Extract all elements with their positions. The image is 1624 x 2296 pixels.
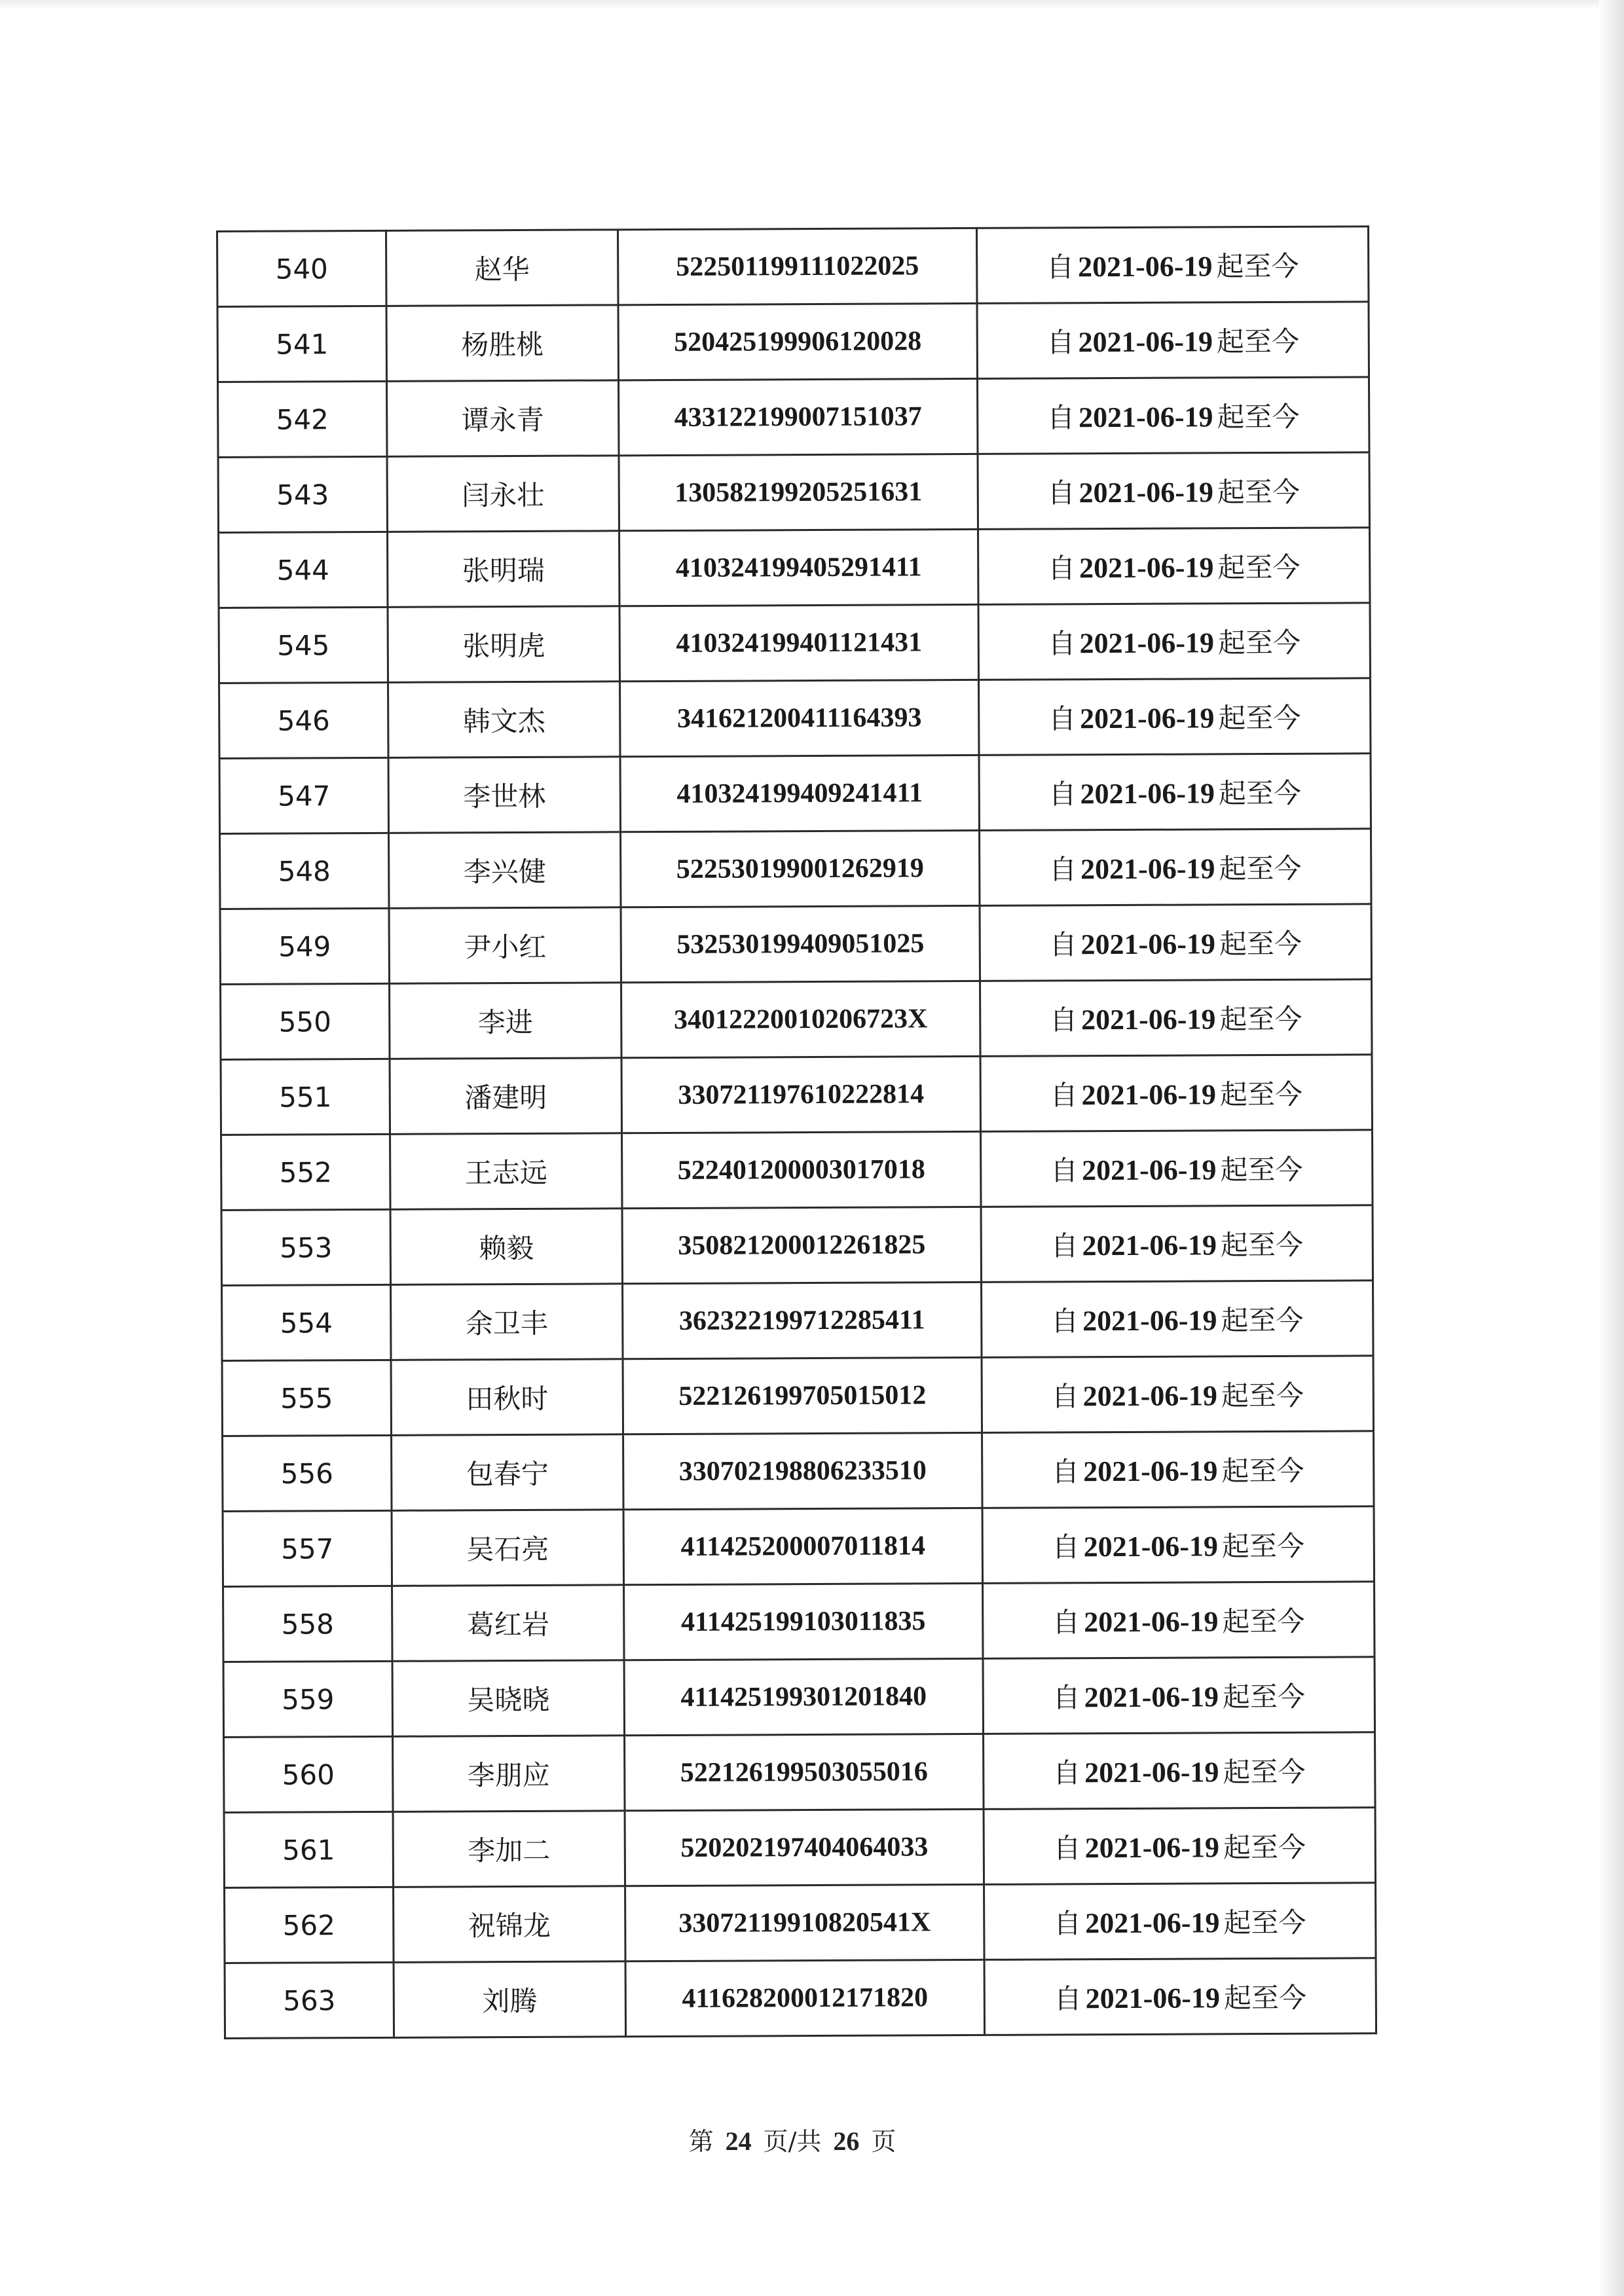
id-number: 34012220010206723X xyxy=(621,981,980,1057)
date-prefix: 自 xyxy=(1048,778,1077,811)
date-prefix: 自 xyxy=(1048,702,1077,735)
effective-date-cell xyxy=(984,1958,1376,2035)
table-row xyxy=(219,603,1370,683)
person-name: 葛红岩 xyxy=(392,1585,624,1662)
date-suffix: 起至今 xyxy=(1219,852,1302,885)
date-suffix: 起至今 xyxy=(1220,1228,1304,1262)
effective-date-cell xyxy=(980,904,1371,981)
effective-date-cell xyxy=(976,227,1368,304)
row-number: 550 xyxy=(221,983,390,1059)
date-suffix: 起至今 xyxy=(1217,626,1301,659)
effective-date: 2021-06-19 xyxy=(1081,1078,1217,1112)
person-name: 李兴健 xyxy=(389,832,621,909)
date-suffix: 起至今 xyxy=(1222,1680,1306,1713)
table-row xyxy=(221,979,1372,1060)
current-page-number: 24 xyxy=(725,2126,752,2156)
date-suffix: 起至今 xyxy=(1219,927,1302,960)
effective-date: 2021-06-19 xyxy=(1079,627,1215,660)
table-row xyxy=(223,1657,1375,1738)
footer-prefix: 第 xyxy=(688,2127,714,2156)
row-number: 547 xyxy=(219,757,388,833)
id-number: 130582199205251631 xyxy=(619,454,978,530)
id-number: 411425199301201840 xyxy=(624,1658,983,1735)
row-number: 557 xyxy=(223,1510,392,1586)
id-number: 410324199405291411 xyxy=(619,529,978,606)
person-name: 李进 xyxy=(390,983,621,1059)
table-row xyxy=(219,528,1370,608)
effective-date-cell xyxy=(982,1281,1373,1358)
date-suffix: 起至今 xyxy=(1221,1379,1304,1412)
table-row xyxy=(222,1356,1373,1436)
id-number: 410324199409241411 xyxy=(620,755,979,831)
effective-date: 2021-06-19 xyxy=(1082,1304,1217,1338)
date-prefix: 自 xyxy=(1048,627,1076,660)
table-row xyxy=(218,377,1369,458)
effective-date-cell xyxy=(980,979,1372,1057)
person-name: 谭永青 xyxy=(387,380,619,457)
id-number: 522530199001262919 xyxy=(621,830,980,907)
row-number: 546 xyxy=(219,682,388,758)
date-prefix: 自 xyxy=(1047,477,1075,509)
effective-date-cell xyxy=(980,829,1371,906)
date-suffix: 起至今 xyxy=(1223,1981,1307,2014)
effective-date-cell xyxy=(982,1431,1374,1508)
effective-date: 2021-06-19 xyxy=(1080,777,1215,811)
row-number: 548 xyxy=(220,833,389,909)
table-row xyxy=(221,1055,1372,1135)
date-prefix: 自 xyxy=(1051,1305,1079,1338)
effective-date-cell xyxy=(977,302,1369,379)
date-suffix: 起至今 xyxy=(1219,1078,1303,1111)
date-suffix: 起至今 xyxy=(1223,1755,1306,1789)
id-number: 411425200007011814 xyxy=(623,1508,982,1584)
effective-date: 2021-06-19 xyxy=(1084,1831,1220,1865)
date-prefix: 自 xyxy=(1050,1154,1079,1187)
table-row xyxy=(217,302,1369,382)
footer-middle: 页/共 xyxy=(763,2127,822,2156)
person-name: 王志远 xyxy=(390,1133,622,1210)
table-row xyxy=(223,1582,1375,1662)
person-name: 张明虎 xyxy=(388,606,619,683)
effective-date: 2021-06-19 xyxy=(1082,1154,1217,1187)
date-suffix: 起至今 xyxy=(1218,776,1302,810)
row-number: 555 xyxy=(222,1360,391,1436)
table-row xyxy=(220,904,1371,985)
date-prefix: 自 xyxy=(1052,1455,1080,1488)
person-name: 吴晓晓 xyxy=(392,1660,624,1737)
person-name: 潘建明 xyxy=(390,1058,621,1135)
row-number: 540 xyxy=(217,230,386,306)
table-row xyxy=(222,1281,1373,1361)
date-prefix: 自 xyxy=(1050,1230,1079,1262)
table-row xyxy=(224,1808,1375,1888)
effective-date: 2021-06-19 xyxy=(1084,1605,1219,1639)
row-number: 552 xyxy=(221,1134,390,1210)
table-row xyxy=(220,829,1371,909)
table-row xyxy=(223,1431,1374,1512)
date-suffix: 起至今 xyxy=(1221,1454,1304,1487)
id-number: 520202197404064033 xyxy=(625,1809,984,1886)
scan-top-shadow xyxy=(0,0,1624,9)
id-number: 350821200012261825 xyxy=(622,1207,981,1283)
date-suffix: 起至今 xyxy=(1219,1002,1302,1036)
date-suffix: 起至今 xyxy=(1217,400,1300,433)
person-name: 赵华 xyxy=(386,230,618,306)
effective-date: 2021-06-19 xyxy=(1078,325,1213,359)
date-prefix: 自 xyxy=(1046,401,1075,434)
table-row xyxy=(217,227,1369,307)
date-suffix: 起至今 xyxy=(1222,1605,1305,1638)
date-prefix: 自 xyxy=(1049,928,1077,961)
table-row xyxy=(225,1883,1376,1963)
table-row xyxy=(219,678,1371,759)
effective-date: 2021-06-19 xyxy=(1078,401,1213,434)
date-prefix: 自 xyxy=(1046,326,1075,359)
row-number: 554 xyxy=(222,1285,391,1360)
date-suffix: 起至今 xyxy=(1223,1831,1306,1864)
person-name: 祝锦龙 xyxy=(394,1886,625,1963)
effective-date-cell xyxy=(984,1883,1376,1960)
date-prefix: 自 xyxy=(1054,1907,1082,1940)
row-number: 553 xyxy=(221,1209,390,1285)
id-number: 520425199906120028 xyxy=(618,303,977,380)
table-row xyxy=(225,1958,1376,2039)
id-number: 532530199409051025 xyxy=(621,905,980,982)
person-name: 包春宁 xyxy=(392,1434,623,1511)
effective-date-cell xyxy=(981,1130,1373,1207)
row-number: 542 xyxy=(218,381,387,457)
id-number: 341621200411164393 xyxy=(620,680,979,756)
date-suffix: 起至今 xyxy=(1217,475,1301,509)
row-number: 551 xyxy=(221,1059,390,1135)
person-name: 杨胜桃 xyxy=(386,305,618,382)
row-number: 559 xyxy=(223,1661,392,1737)
effective-date-cell xyxy=(982,1506,1374,1584)
page-footer xyxy=(0,2121,1585,2157)
id-number: 522401200003017018 xyxy=(622,1131,981,1208)
table-row xyxy=(221,1205,1373,1286)
row-number: 544 xyxy=(219,532,388,608)
person-name: 张明瑞 xyxy=(388,531,619,608)
effective-date: 2021-06-19 xyxy=(1084,1681,1219,1714)
effective-date: 2021-06-19 xyxy=(1084,1756,1219,1789)
effective-date: 2021-06-19 xyxy=(1077,250,1213,283)
row-number: 541 xyxy=(217,306,386,382)
date-prefix: 自 xyxy=(1054,1982,1082,2015)
effective-date-cell xyxy=(984,1732,1375,1810)
id-number: 522501199111022025 xyxy=(618,228,977,304)
effective-date: 2021-06-19 xyxy=(1085,1982,1221,2015)
effective-date-cell xyxy=(983,1657,1375,1734)
effective-date-cell xyxy=(978,452,1369,530)
date-prefix: 自 xyxy=(1046,251,1075,283)
effective-date-cell xyxy=(978,603,1370,680)
table-row xyxy=(219,754,1371,834)
scan-right-shadow xyxy=(1599,0,1624,2296)
total-page-number: 26 xyxy=(833,2126,860,2156)
date-prefix: 自 xyxy=(1053,1757,1081,1789)
effective-date: 2021-06-19 xyxy=(1085,1906,1220,1940)
date-prefix: 自 xyxy=(1053,1832,1081,1865)
date-suffix: 起至今 xyxy=(1221,1303,1304,1337)
id-number: 410324199401121431 xyxy=(619,604,978,681)
date-suffix: 起至今 xyxy=(1218,701,1301,735)
date-prefix: 自 xyxy=(1047,552,1076,585)
effective-date: 2021-06-19 xyxy=(1082,1229,1217,1262)
date-prefix: 自 xyxy=(1051,1380,1079,1413)
effective-date-cell xyxy=(979,754,1371,831)
effective-date: 2021-06-19 xyxy=(1080,928,1216,961)
person-name: 尹小红 xyxy=(389,907,621,984)
person-name: 田秋时 xyxy=(391,1359,623,1436)
person-name: 余卫丰 xyxy=(391,1284,623,1360)
effective-date: 2021-06-19 xyxy=(1082,1379,1218,1413)
date-prefix: 自 xyxy=(1052,1606,1080,1639)
effective-date: 2021-06-19 xyxy=(1081,1003,1216,1036)
id-number: 33072119910820541X xyxy=(625,1884,984,1961)
effective-date-cell xyxy=(977,377,1369,454)
footer-suffix: 页 xyxy=(871,2127,896,2156)
id-number: 362322199712285411 xyxy=(623,1282,982,1358)
row-number: 558 xyxy=(223,1586,392,1662)
effective-date-cell xyxy=(978,528,1370,605)
person-name: 韩文杰 xyxy=(388,682,620,758)
row-number: 561 xyxy=(224,1812,393,1887)
id-number: 411628200012171820 xyxy=(625,1959,984,2036)
effective-date-cell xyxy=(981,1205,1373,1283)
effective-date: 2021-06-19 xyxy=(1080,852,1215,886)
date-suffix: 起至今 xyxy=(1216,325,1300,358)
table-row xyxy=(221,1130,1373,1211)
row-number: 545 xyxy=(219,607,388,683)
date-prefix: 自 xyxy=(1052,1531,1080,1563)
effective-date-cell xyxy=(979,678,1371,756)
date-suffix: 起至今 xyxy=(1217,551,1301,584)
row-number: 560 xyxy=(224,1736,393,1812)
id-number: 411425199103011835 xyxy=(624,1583,983,1660)
person-name: 刘腾 xyxy=(394,1961,625,2038)
effective-date-cell xyxy=(982,1356,1373,1433)
table-row xyxy=(224,1732,1375,1813)
person-name: 闫永壮 xyxy=(387,456,619,532)
id-number: 433122199007151037 xyxy=(619,378,978,455)
id-number: 522126199503055016 xyxy=(625,1734,984,1810)
row-number: 562 xyxy=(225,1887,394,1963)
effective-date-cell xyxy=(983,1582,1375,1659)
date-suffix: 起至今 xyxy=(1223,1906,1306,1939)
date-suffix: 起至今 xyxy=(1221,1529,1305,1563)
roster-table xyxy=(216,225,1377,2039)
person-name: 李世林 xyxy=(388,757,620,833)
id-number: 330702198806233510 xyxy=(623,1432,982,1509)
person-name: 李朋应 xyxy=(393,1736,625,1812)
row-number: 549 xyxy=(220,908,389,984)
effective-date: 2021-06-19 xyxy=(1079,476,1214,509)
table-row xyxy=(223,1506,1374,1587)
date-prefix: 自 xyxy=(1050,1079,1078,1112)
table-row xyxy=(218,452,1369,533)
date-prefix: 自 xyxy=(1049,1004,1078,1036)
effective-date: 2021-06-19 xyxy=(1083,1530,1219,1563)
date-prefix: 自 xyxy=(1048,853,1077,886)
effective-date: 2021-06-19 xyxy=(1083,1455,1218,1488)
date-suffix: 起至今 xyxy=(1216,249,1299,283)
person-name: 李加二 xyxy=(393,1811,625,1887)
row-number: 543 xyxy=(218,456,387,532)
row-number: 556 xyxy=(223,1435,392,1511)
id-number: 522126199705015012 xyxy=(623,1357,982,1434)
effective-date-cell xyxy=(980,1055,1372,1132)
effective-date: 2021-06-19 xyxy=(1079,551,1214,585)
id-number: 330721197610222814 xyxy=(621,1056,980,1133)
effective-date: 2021-06-19 xyxy=(1080,702,1215,735)
roster-table-body xyxy=(217,227,1376,2039)
date-prefix: 自 xyxy=(1052,1681,1080,1714)
row-number: 563 xyxy=(225,1962,394,2038)
person-name: 吴石亮 xyxy=(392,1510,623,1586)
effective-date-cell xyxy=(984,1808,1375,1885)
date-suffix: 起至今 xyxy=(1220,1153,1303,1186)
person-name: 赖毅 xyxy=(390,1209,622,1285)
